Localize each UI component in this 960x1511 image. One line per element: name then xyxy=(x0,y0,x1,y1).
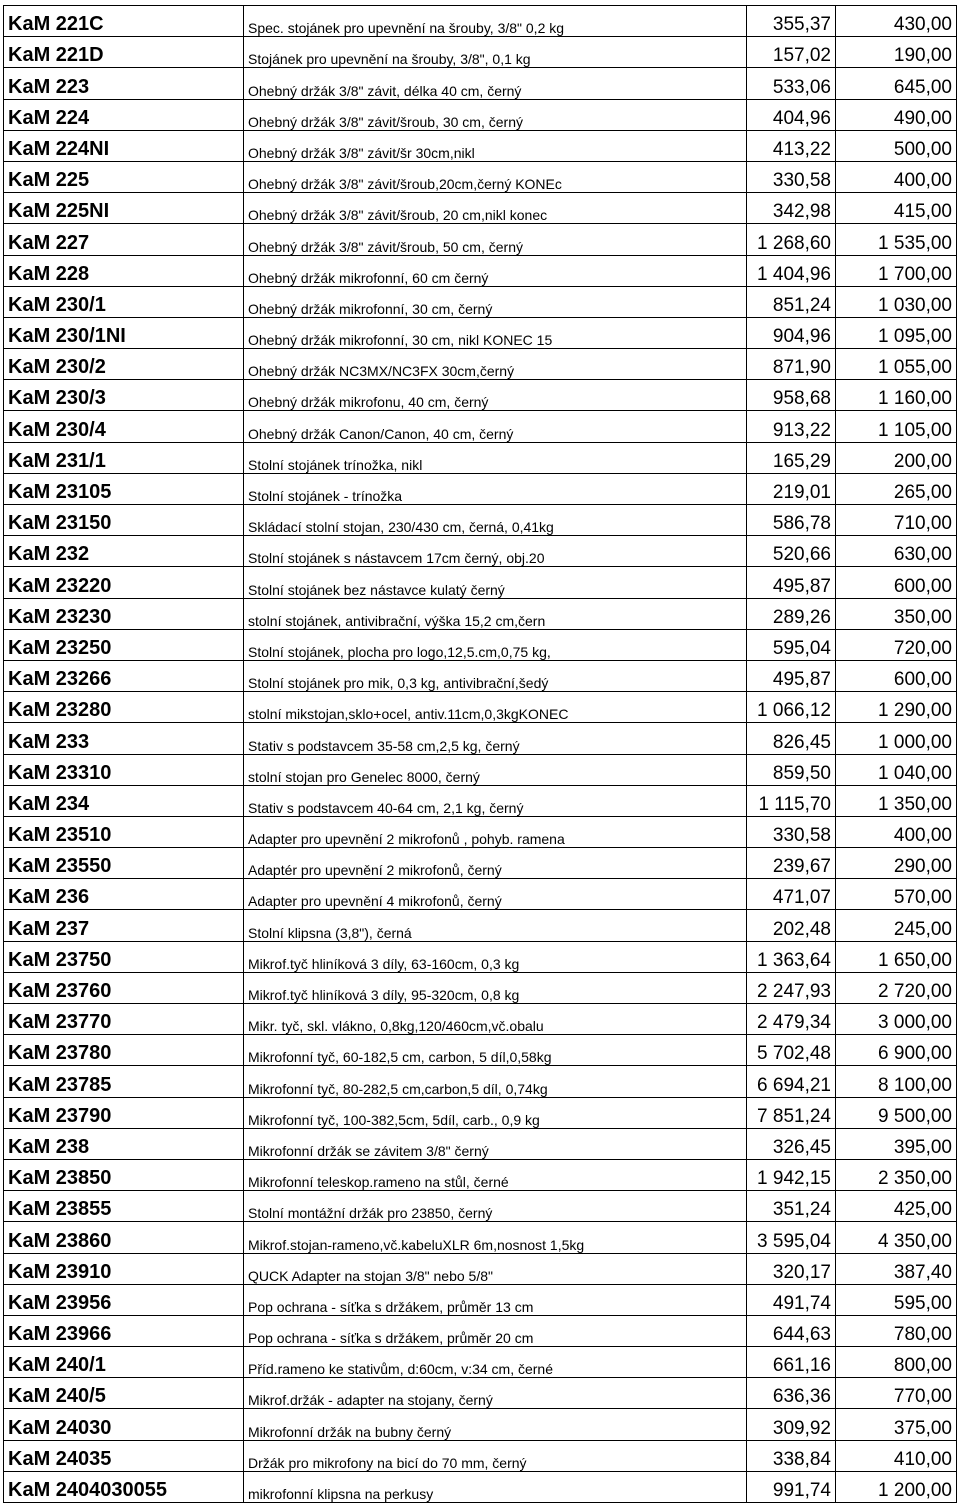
product-code-cell: KaM 237 xyxy=(4,910,244,941)
product-code-cell: KaM 23850 xyxy=(4,1159,244,1190)
price-without-vat-cell: 2 247,93 xyxy=(747,972,836,1003)
price-without-vat-cell: 661,16 xyxy=(747,1347,836,1378)
product-code-cell: KaM 23760 xyxy=(4,972,244,1003)
product-code-cell: KaM 227 xyxy=(4,224,244,255)
description-cell: Stolní klipsna (3,8"), černá xyxy=(244,910,747,941)
price-with-vat-cell: 200,00 xyxy=(836,442,957,473)
price-with-vat-cell: 265,00 xyxy=(836,473,957,504)
description-cell: Ohebný držák mikrofonní, 30 cm, nikl KONEC 15 xyxy=(244,317,747,348)
price-without-vat-cell: 826,45 xyxy=(747,723,836,754)
table-row xyxy=(4,37,957,68)
table-row xyxy=(4,1440,957,1471)
price-without-vat-cell: 404,96 xyxy=(747,99,836,130)
description-cell: Stojánek pro upevnění na šrouby, 3/8", 0,1 kg xyxy=(244,37,747,68)
description-cell: Ohebný držák NC3MX/NC3FX 30cm,černý xyxy=(244,349,747,380)
description-cell: Stolní montážní držák pro 23850, černý xyxy=(244,1191,747,1222)
price-with-vat-cell: 245,00 xyxy=(836,910,957,941)
description-cell: Adaptér pro upevnění 2 mikrofonů, černý xyxy=(244,848,747,879)
product-code-cell: KaM 240/1 xyxy=(4,1347,244,1378)
price-with-vat-cell: 570,00 xyxy=(836,879,957,910)
description-cell: Mikrofonní tyč, 60-182,5 cm, carbon, 5 díl,0,58kg xyxy=(244,1035,747,1066)
description-cell: Mikrofonní držák na bubny černý xyxy=(244,1409,747,1440)
table-row xyxy=(4,692,957,723)
price-without-vat-cell: 859,50 xyxy=(747,754,836,785)
price-without-vat-cell: 495,87 xyxy=(747,567,836,598)
product-code-cell: KaM 234 xyxy=(4,785,244,816)
table-row xyxy=(4,6,957,37)
product-code-cell: KaM 238 xyxy=(4,1128,244,1159)
price-with-vat-cell: 720,00 xyxy=(836,629,957,660)
price-without-vat-cell: 1 404,96 xyxy=(747,255,836,286)
description-cell: Stativ s podstavcem 40-64 cm, 2,1 kg, černý xyxy=(244,785,747,816)
price-with-vat-cell: 780,00 xyxy=(836,1315,957,1346)
table-row xyxy=(4,317,957,348)
product-code-cell: KaM 228 xyxy=(4,255,244,286)
price-with-vat-cell: 3 000,00 xyxy=(836,1004,957,1035)
description-cell: Skládací stolní stojan, 230/430 cm, černá, 0,41kg xyxy=(244,505,747,536)
price-without-vat-cell: 239,67 xyxy=(747,848,836,879)
table-row xyxy=(4,660,957,691)
price-with-vat-cell: 1 290,00 xyxy=(836,692,957,723)
product-code-cell: KaM 23966 xyxy=(4,1315,244,1346)
table-row xyxy=(4,567,957,598)
price-with-vat-cell: 425,00 xyxy=(836,1191,957,1222)
price-with-vat-cell: 430,00 xyxy=(836,6,957,37)
description-cell: Ohebný držák mikrofonní, 60 cm černý xyxy=(244,255,747,286)
table-row xyxy=(4,224,957,255)
price-with-vat-cell: 395,00 xyxy=(836,1128,957,1159)
price-with-vat-cell: 415,00 xyxy=(836,193,957,224)
table-row xyxy=(4,598,957,629)
description-cell: Mikrofonní tyč, 80-282,5 cm,carbon,5 díl, 0,74kg xyxy=(244,1066,747,1097)
description-cell: Stolní stojánek pro mik, 0,3 kg, antivibrační,šedý xyxy=(244,660,747,691)
price-without-vat-cell: 157,02 xyxy=(747,37,836,68)
product-code-cell: KaM 23250 xyxy=(4,629,244,660)
product-code-cell: KaM 225 xyxy=(4,161,244,192)
price-without-vat-cell: 913,22 xyxy=(747,411,836,442)
description-cell: Ohebný držák 3/8" závit/šroub, 30 cm, černý xyxy=(244,99,747,130)
table-row xyxy=(4,629,957,660)
price-without-vat-cell: 3 595,04 xyxy=(747,1222,836,1253)
price-with-vat-cell: 6 900,00 xyxy=(836,1035,957,1066)
description-cell: Adapter pro upevnění 4 mikrofonů, černý xyxy=(244,879,747,910)
description-cell: Mikrof.tyč hliníková 3 díly, 63-160cm, 0,3 kg xyxy=(244,941,747,972)
table-row xyxy=(4,1066,957,1097)
product-code-cell: KaM 233 xyxy=(4,723,244,754)
price-without-vat-cell: 6 694,21 xyxy=(747,1066,836,1097)
table-row xyxy=(4,941,957,972)
price-without-vat-cell: 1 066,12 xyxy=(747,692,836,723)
description-cell: Mikrofonní držák se závitem 3/8" černý xyxy=(244,1128,747,1159)
price-without-vat-cell: 851,24 xyxy=(747,286,836,317)
price-without-vat-cell: 1 942,15 xyxy=(747,1159,836,1190)
product-code-cell: KaM 23770 xyxy=(4,1004,244,1035)
table-row xyxy=(4,723,957,754)
table-row xyxy=(4,879,957,910)
description-cell: Příd.rameno ke stativům, d:60cm, v:34 cm, černé xyxy=(244,1347,747,1378)
table-row xyxy=(4,1128,957,1159)
price-with-vat-cell: 400,00 xyxy=(836,816,957,847)
price-without-vat-cell: 520,66 xyxy=(747,536,836,567)
price-without-vat-cell: 991,74 xyxy=(747,1471,836,1502)
product-code-cell: KaM 23280 xyxy=(4,692,244,723)
table-row xyxy=(4,754,957,785)
product-code-cell: KaM 24035 xyxy=(4,1440,244,1471)
table-row xyxy=(4,411,957,442)
price-without-vat-cell: 320,17 xyxy=(747,1253,836,1284)
table-row xyxy=(4,286,957,317)
description-cell: Ohebný držák mikrofonu, 40 cm, černý xyxy=(244,380,747,411)
price-with-vat-cell: 2 350,00 xyxy=(836,1159,957,1190)
product-code-cell: KaM 23780 xyxy=(4,1035,244,1066)
description-cell: Ohebný držák 3/8" závit/šroub,20cm,černý KONEc xyxy=(244,161,747,192)
product-code-cell: KaM 23220 xyxy=(4,567,244,598)
description-cell: Pop ochrana - síťka s držákem, průměr 13 cm xyxy=(244,1284,747,1315)
product-code-cell: KaM 23855 xyxy=(4,1191,244,1222)
price-with-vat-cell: 1 055,00 xyxy=(836,349,957,380)
description-cell: Pop ochrana - síťka s držákem, průměr 20 cm xyxy=(244,1315,747,1346)
description-cell: Spec. stojánek pro upevnění na šrouby, 3/8" 0,2 kg xyxy=(244,6,747,37)
price-without-vat-cell: 330,58 xyxy=(747,816,836,847)
description-cell: Ohebný držák 3/8" závit/šr 30cm,nikl xyxy=(244,130,747,161)
price-without-vat-cell: 533,06 xyxy=(747,68,836,99)
table-row xyxy=(4,848,957,879)
table-row xyxy=(4,68,957,99)
product-code-cell: KaM 23550 xyxy=(4,848,244,879)
table-row xyxy=(4,1097,957,1128)
description-cell: Mikrofonní tyč, 100-382,5cm, 5díl, carb., 0,9 kg xyxy=(244,1097,747,1128)
price-with-vat-cell: 8 100,00 xyxy=(836,1066,957,1097)
price-with-vat-cell: 600,00 xyxy=(836,660,957,691)
price-with-vat-cell: 1 650,00 xyxy=(836,941,957,972)
description-cell: Mikr. tyč, skl. vlákno, 0,8kg,120/460cm,vč.obalu xyxy=(244,1004,747,1035)
description-cell: QUCK Adapter na stojan 3/8" nebo 5/8" xyxy=(244,1253,747,1284)
price-with-vat-cell: 1 000,00 xyxy=(836,723,957,754)
description-cell: Ohebný držák 3/8" závit, délka 40 cm, černý xyxy=(244,68,747,99)
table-row xyxy=(4,1409,957,1440)
price-with-vat-cell: 770,00 xyxy=(836,1378,957,1409)
product-code-cell: KaM 23860 xyxy=(4,1222,244,1253)
product-code-cell: KaM 231/1 xyxy=(4,442,244,473)
description-cell: Mikrof.držák - adapter na stojany, černý xyxy=(244,1378,747,1409)
price-without-vat-cell: 351,24 xyxy=(747,1191,836,1222)
price-with-vat-cell: 410,00 xyxy=(836,1440,957,1471)
price-with-vat-cell: 490,00 xyxy=(836,99,957,130)
description-cell: Stolní stojánek - trínožka xyxy=(244,473,747,504)
table-row xyxy=(4,1191,957,1222)
product-code-cell: KaM 230/4 xyxy=(4,411,244,442)
price-with-vat-cell: 190,00 xyxy=(836,37,957,68)
price-with-vat-cell: 1 095,00 xyxy=(836,317,957,348)
table-row xyxy=(4,1284,957,1315)
price-without-vat-cell: 309,92 xyxy=(747,1409,836,1440)
product-code-cell: KaM 232 xyxy=(4,536,244,567)
price-with-vat-cell: 1 160,00 xyxy=(836,380,957,411)
price-without-vat-cell: 904,96 xyxy=(747,317,836,348)
price-with-vat-cell: 600,00 xyxy=(836,567,957,598)
price-with-vat-cell: 1 535,00 xyxy=(836,224,957,255)
description-cell: stolní stojan pro Genelec 8000, černý xyxy=(244,754,747,785)
product-code-cell: KaM 23785 xyxy=(4,1066,244,1097)
product-code-cell: KaM 23105 xyxy=(4,473,244,504)
price-without-vat-cell: 165,29 xyxy=(747,442,836,473)
price-without-vat-cell: 219,01 xyxy=(747,473,836,504)
description-cell: Mikrof.stojan-rameno,vč.kabeluXLR 6m,nosnost 1,5kg xyxy=(244,1222,747,1253)
price-with-vat-cell: 645,00 xyxy=(836,68,957,99)
price-without-vat-cell: 958,68 xyxy=(747,380,836,411)
price-list-body xyxy=(4,6,957,1503)
price-without-vat-cell: 355,37 xyxy=(747,6,836,37)
table-row xyxy=(4,816,957,847)
table-row xyxy=(4,161,957,192)
description-cell: Adapter pro upevnění 2 mikrofonů , pohyb. ramena xyxy=(244,816,747,847)
table-row xyxy=(4,442,957,473)
table-row xyxy=(4,1004,957,1035)
price-without-vat-cell: 495,87 xyxy=(747,660,836,691)
product-code-cell: KaM 23150 xyxy=(4,505,244,536)
description-cell: Ohebný držák Canon/Canon, 40 cm, černý xyxy=(244,411,747,442)
description-cell: Držák pro mikrofony na bicí do 70 mm, černý xyxy=(244,1440,747,1471)
product-code-cell: KaM 230/1NI xyxy=(4,317,244,348)
description-cell: Mikrof.tyč hliníková 3 díly, 95-320cm, 0,8 kg xyxy=(244,972,747,1003)
table-row xyxy=(4,193,957,224)
price-with-vat-cell: 1 105,00 xyxy=(836,411,957,442)
table-row xyxy=(4,1222,957,1253)
price-without-vat-cell: 1 115,70 xyxy=(747,785,836,816)
table-row xyxy=(4,972,957,1003)
product-code-cell: KaM 23230 xyxy=(4,598,244,629)
table-row xyxy=(4,380,957,411)
table-row xyxy=(4,255,957,286)
price-without-vat-cell: 1 363,64 xyxy=(747,941,836,972)
product-code-cell: KaM 23510 xyxy=(4,816,244,847)
product-code-cell: KaM 221C xyxy=(4,6,244,37)
product-code-cell: KaM 230/1 xyxy=(4,286,244,317)
table-row xyxy=(4,349,957,380)
price-with-vat-cell: 1 350,00 xyxy=(836,785,957,816)
product-code-cell: KaM 224NI xyxy=(4,130,244,161)
price-with-vat-cell: 1 200,00 xyxy=(836,1471,957,1502)
table-row xyxy=(4,473,957,504)
table-row xyxy=(4,1378,957,1409)
price-with-vat-cell: 400,00 xyxy=(836,161,957,192)
price-with-vat-cell: 1 700,00 xyxy=(836,255,957,286)
price-without-vat-cell: 326,45 xyxy=(747,1128,836,1159)
table-row xyxy=(4,130,957,161)
price-without-vat-cell: 7 851,24 xyxy=(747,1097,836,1128)
table-row xyxy=(4,1471,957,1502)
price-without-vat-cell: 586,78 xyxy=(747,505,836,536)
table-row xyxy=(4,910,957,941)
product-code-cell: KaM 240/5 xyxy=(4,1378,244,1409)
table-row xyxy=(4,505,957,536)
product-code-cell: KaM 24030 xyxy=(4,1409,244,1440)
price-with-vat-cell: 290,00 xyxy=(836,848,957,879)
price-with-vat-cell: 387,40 xyxy=(836,1253,957,1284)
price-without-vat-cell: 491,74 xyxy=(747,1284,836,1315)
product-code-cell: KaM 230/3 xyxy=(4,380,244,411)
description-cell: stolní stojánek, antivibrační, výška 15,2 cm,čern xyxy=(244,598,747,629)
table-row xyxy=(4,1315,957,1346)
description-cell: Ohebný držák 3/8" závit/šroub, 20 cm,nikl konec xyxy=(244,193,747,224)
description-cell: Stolní stojánek, plocha pro logo,12,5.cm,0,75 kg, xyxy=(244,629,747,660)
description-cell: Stativ s podstavcem 35-58 cm,2,5 kg, černý xyxy=(244,723,747,754)
price-without-vat-cell: 289,26 xyxy=(747,598,836,629)
price-without-vat-cell: 338,84 xyxy=(747,1440,836,1471)
product-code-cell: KaM 23750 xyxy=(4,941,244,972)
price-with-vat-cell: 1 040,00 xyxy=(836,754,957,785)
price-with-vat-cell: 350,00 xyxy=(836,598,957,629)
price-with-vat-cell: 2 720,00 xyxy=(836,972,957,1003)
price-with-vat-cell: 9 500,00 xyxy=(836,1097,957,1128)
description-cell: Mikrofonní teleskop.rameno na stůl, černé xyxy=(244,1159,747,1190)
product-code-cell: KaM 230/2 xyxy=(4,349,244,380)
table-row xyxy=(4,536,957,567)
product-code-cell: KaM 225NI xyxy=(4,193,244,224)
price-with-vat-cell: 1 030,00 xyxy=(836,286,957,317)
price-without-vat-cell: 595,04 xyxy=(747,629,836,660)
price-without-vat-cell: 2 479,34 xyxy=(747,1004,836,1035)
description-cell: Ohebný držák 3/8" závit/šroub, 50 cm, černý xyxy=(244,224,747,255)
price-with-vat-cell: 595,00 xyxy=(836,1284,957,1315)
description-cell: Stolní stojánek trínožka, nikl xyxy=(244,442,747,473)
product-code-cell: KaM 223 xyxy=(4,68,244,99)
table-row xyxy=(4,1347,957,1378)
price-without-vat-cell: 330,58 xyxy=(747,161,836,192)
price-without-vat-cell: 636,36 xyxy=(747,1378,836,1409)
price-with-vat-cell: 4 350,00 xyxy=(836,1222,957,1253)
product-code-cell: KaM 224 xyxy=(4,99,244,130)
product-code-cell: KaM 2404030055 xyxy=(4,1471,244,1502)
price-without-vat-cell: 413,22 xyxy=(747,130,836,161)
description-cell: Stolní stojánek s nástavcem 17cm černý, obj.20 xyxy=(244,536,747,567)
price-without-vat-cell: 471,07 xyxy=(747,879,836,910)
product-code-cell: KaM 23790 xyxy=(4,1097,244,1128)
price-without-vat-cell: 644,63 xyxy=(747,1315,836,1346)
product-code-cell: KaM 236 xyxy=(4,879,244,910)
price-without-vat-cell: 5 702,48 xyxy=(747,1035,836,1066)
product-code-cell: KaM 23266 xyxy=(4,660,244,691)
price-with-vat-cell: 630,00 xyxy=(836,536,957,567)
price-without-vat-cell: 1 268,60 xyxy=(747,224,836,255)
price-with-vat-cell: 800,00 xyxy=(836,1347,957,1378)
price-with-vat-cell: 710,00 xyxy=(836,505,957,536)
description-cell: mikrofonní klipsna na perkusy xyxy=(244,1471,747,1502)
product-code-cell: KaM 23956 xyxy=(4,1284,244,1315)
price-list-table xyxy=(3,5,957,1503)
product-code-cell: KaM 221D xyxy=(4,37,244,68)
price-with-vat-cell: 375,00 xyxy=(836,1409,957,1440)
table-row xyxy=(4,99,957,130)
description-cell: Stolní stojánek bez nástavce kulatý černý xyxy=(244,567,747,598)
description-cell: Ohebný držák mikrofonní, 30 cm, černý xyxy=(244,286,747,317)
table-row xyxy=(4,1159,957,1190)
product-code-cell: KaM 23910 xyxy=(4,1253,244,1284)
price-without-vat-cell: 871,90 xyxy=(747,349,836,380)
price-with-vat-cell: 500,00 xyxy=(836,130,957,161)
description-cell: stolní mikstojan,sklo+ocel, antiv.11cm,0,3kgKONEC xyxy=(244,692,747,723)
product-code-cell: KaM 23310 xyxy=(4,754,244,785)
table-row xyxy=(4,1253,957,1284)
price-without-vat-cell: 342,98 xyxy=(747,193,836,224)
table-row xyxy=(4,785,957,816)
table-row xyxy=(4,1035,957,1066)
price-without-vat-cell: 202,48 xyxy=(747,910,836,941)
